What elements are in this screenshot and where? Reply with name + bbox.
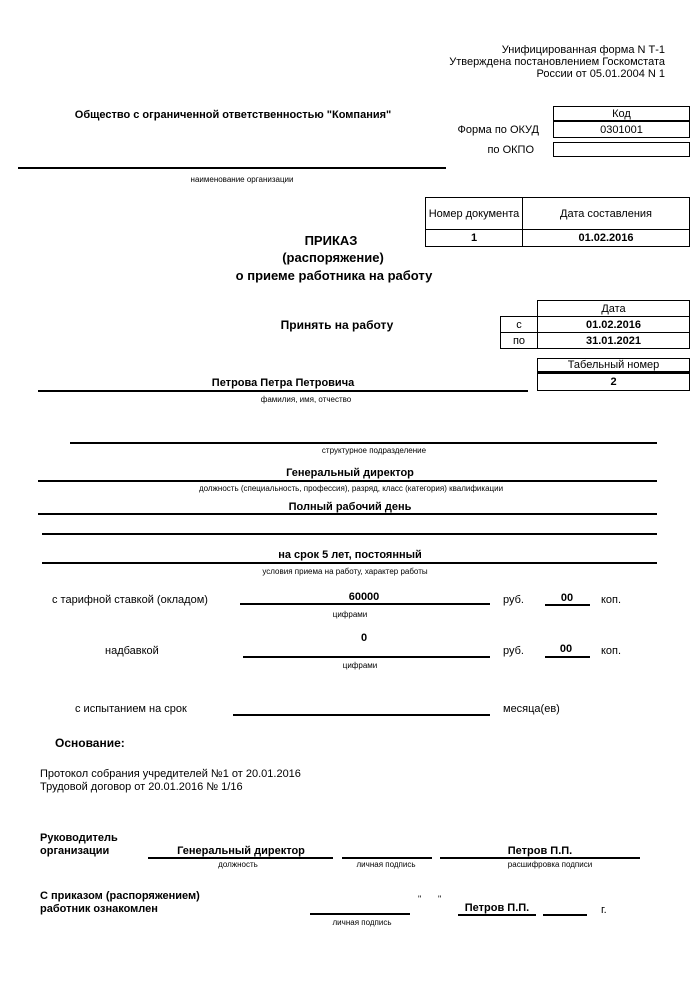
- head-name-line: [440, 857, 640, 859]
- employee-name-line: [38, 390, 528, 392]
- ack-name: Петров П.П.: [464, 902, 530, 914]
- tab-number-header: Табельный номер: [537, 358, 690, 374]
- rate-kop: коп.: [601, 594, 622, 606]
- probation-months: месяца(ев): [503, 703, 560, 715]
- position-line: [38, 480, 657, 482]
- head-signature-caption: личная подпись: [356, 860, 416, 869]
- rate-rub: руб.: [503, 594, 524, 606]
- department-caption: структурное подразделение: [321, 446, 427, 455]
- organization-name: Общество с ограниченной ответственностью "Компания": [74, 109, 392, 121]
- rate-kop-line: [545, 604, 590, 606]
- ack-signature-caption: личная подпись: [332, 918, 392, 927]
- position-value: Генеральный директор: [286, 467, 414, 479]
- head-position-caption: должность: [218, 860, 258, 869]
- basis-line-1: Протокол собрания учредителей №1 от 20.01.2016: [40, 768, 301, 780]
- head-label-2: организации: [40, 845, 110, 857]
- hire-from-value: 01.02.2016: [537, 316, 690, 333]
- head-label-1: Руководитель: [40, 832, 118, 844]
- head-decode-caption: расшифровка подписи: [507, 860, 593, 869]
- okud-value: 0301001: [553, 121, 690, 138]
- rate-digits-caption: цифрами: [332, 610, 368, 619]
- schedule-value: Полный рабочий день: [288, 501, 412, 513]
- rate-kop-value: 00: [560, 592, 574, 604]
- conditions-caption: условия приема на работу, характер работы: [262, 567, 428, 576]
- department-line: [70, 442, 657, 444]
- head-position: Генеральный директор: [177, 845, 305, 857]
- quote-open: ": [418, 894, 422, 904]
- ack-name-line: [458, 914, 536, 916]
- organization-line: [18, 167, 446, 169]
- doc-number-header: Номер документа: [425, 197, 523, 230]
- head-signature-line[interactable]: [342, 857, 432, 859]
- ack-year-suffix: г.: [601, 904, 607, 916]
- probation-label: с испытанием на срок: [75, 703, 187, 715]
- organization-caption: наименование организации: [190, 175, 294, 184]
- schedule-line: [38, 513, 657, 515]
- hire-to-value: 31.01.2021: [537, 332, 690, 349]
- bonus-label: надбавкой: [105, 645, 159, 657]
- quote-close: ": [438, 894, 442, 904]
- conditions-line: [42, 562, 657, 564]
- position-caption: должность (специальность, профессия), разряд, класс (категория) квалификации: [198, 484, 504, 493]
- bonus-line: [243, 656, 490, 658]
- form-name: Унифицированная форма N Т-1: [501, 44, 665, 56]
- rate-label: с тарифной ставкой (окладом): [52, 594, 208, 606]
- ack-year-line[interactable]: [543, 914, 587, 916]
- head-name: Петров П.П.: [507, 845, 573, 857]
- okpo-label: по ОКПО: [487, 144, 534, 156]
- form-approval-date: России от 05.01.2004 N 1: [536, 68, 665, 80]
- head-position-line: [148, 857, 333, 859]
- rate-value: 60000: [348, 591, 380, 603]
- probation-line: [233, 714, 490, 716]
- extra-line: [42, 533, 657, 535]
- ack-signature-line[interactable]: [310, 913, 410, 915]
- employee-name: Петрова Петра Петровича: [211, 377, 355, 389]
- employee-name-caption: фамилия, имя, отчество: [260, 395, 352, 404]
- hire-date-header: Дата: [537, 300, 690, 317]
- okpo-value[interactable]: [553, 142, 690, 157]
- bonus-kop-line: [545, 656, 590, 658]
- doc-date-header: Дата составления: [522, 197, 690, 230]
- hire-label: Принять на работу: [280, 318, 394, 332]
- title-subject: о приеме работника на работу: [235, 268, 433, 283]
- conditions-value: на срок 5 лет, постоянный: [278, 549, 422, 561]
- bonus-kop: коп.: [601, 645, 622, 657]
- rate-line: [240, 603, 490, 605]
- code-header: Код: [553, 106, 690, 121]
- doc-date-value: 01.02.2016: [522, 229, 690, 247]
- hire-from-label: с: [500, 316, 538, 333]
- bonus-rub: руб.: [503, 645, 524, 657]
- okud-label: Форма по ОКУД: [457, 124, 539, 136]
- ack-label-1: С приказом (распоряжением): [40, 890, 200, 902]
- ack-label-2: работник ознакомлен: [40, 903, 158, 915]
- title-order: ПРИКАЗ: [304, 233, 358, 248]
- basis-label: Основание:: [55, 736, 125, 750]
- title-disposition: (распоряжение): [282, 250, 384, 265]
- hire-to-label: по: [500, 332, 538, 349]
- form-approval: Утверждена постановлением Госкомстата: [449, 56, 665, 68]
- tab-number-value: 2: [537, 373, 690, 391]
- basis-line-2: Трудовой договор от 20.01.2016 № 1/16: [40, 781, 243, 793]
- bonus-kop-value: 00: [559, 643, 573, 655]
- bonus-value: 0: [360, 632, 368, 644]
- doc-number-value: 1: [425, 229, 523, 247]
- bonus-digits-caption: цифрами: [342, 661, 378, 670]
